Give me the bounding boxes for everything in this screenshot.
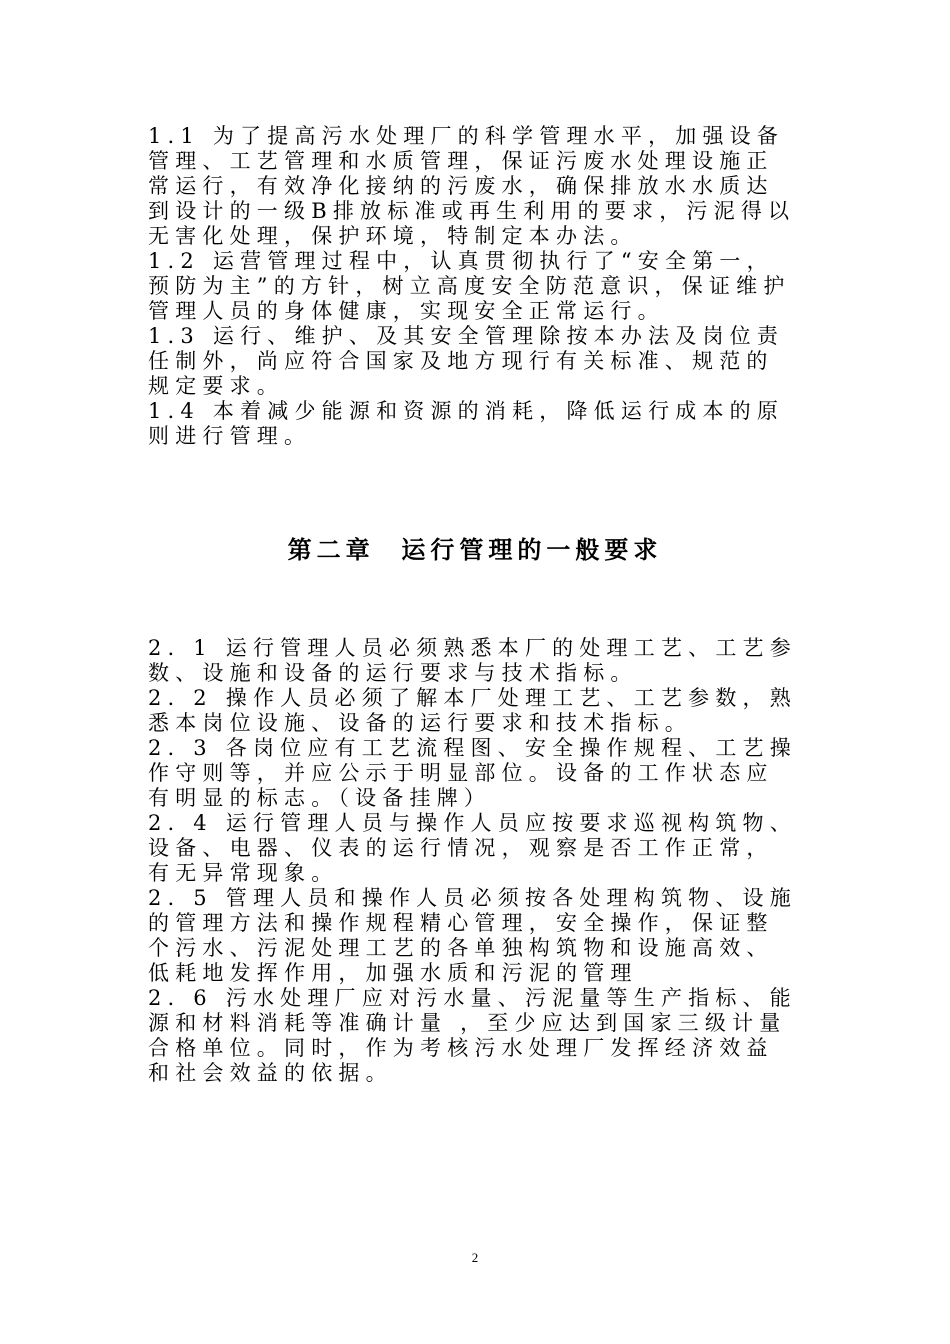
clause-1-2: 1.2 运营管理过程中，认真贯彻执行了“安全第一，预防为主”的方针，树立高度安全防范意识，保证维护管理人员的身体健康，实现安全正常运行。 xyxy=(148,249,791,323)
clause-2-6: 2. 6 污水处理厂应对污水量、污泥量等生产指标、能源和材料消耗等准确计量 ，至少应达到国家三级计量合格单位。同时，作为考核污水处理厂发挥经济效益和社会效益的依据。 xyxy=(148,986,797,1085)
clause-2-1: 2. 1 运行管理人员必须熟悉本厂的处理工艺、工艺参数、设施和设备的运行要求与技术指标。 xyxy=(148,636,797,685)
clause-1-4: 1.4 本着减少能源和资源的消耗，降低运行成本的原则进行管理。 xyxy=(148,399,785,448)
chapter-two-clauses xyxy=(148,636,798,1086)
clause-1-1: 1.1 为了提高污水处理厂的科学管理水平，加强设备管理、工艺管理和水质管理，保证污废水处理设施正常运行，有效净化接纳的污废水，确保排放水水质达到设计的一级B排放标准或再生利用的要求，污泥得以无害化处理，保护环境，特制定本办法。 xyxy=(148,124,796,248)
clause-1-3: 1.3 运行、维护、及其安全管理除按本办法及岗位责任制外，尚应符合国家及地方现行有关标准、规范的规定要求。 xyxy=(148,324,785,398)
chapter-title: 第二章 运行管理的一般要求 xyxy=(287,536,663,564)
page-number: 2 xyxy=(471,1250,479,1265)
clause-2-2: 2. 2 操作人员必须了解本厂处理工艺、工艺参数，熟悉本岗位设施、设备的运行要求和技术指标。 xyxy=(148,686,797,735)
clause-2-4: 2. 4 运行管理人员与操作人员应按要求巡视构筑物、设备、电器、仪表的运行情况，观察是否工作正常，有无异常现象。 xyxy=(148,811,797,885)
chapter-one-clauses xyxy=(148,124,798,449)
clause-2-3: 2. 3 各岗位应有工艺流程图、安全操作规程、工艺操作守则等，并应公示于明显部位。设备的工作状态应有明显的标志。（设备挂牌） xyxy=(148,736,797,810)
clause-2-5: 2. 5 管理人员和操作人员必须按各处理构筑物、设施的管理方法和操作规程精心管理，安全操作，保证整个污水、污泥处理工艺的各单独构筑物和设施高效、低耗地发挥作用，加强水质和污泥的管理 xyxy=(148,886,797,985)
